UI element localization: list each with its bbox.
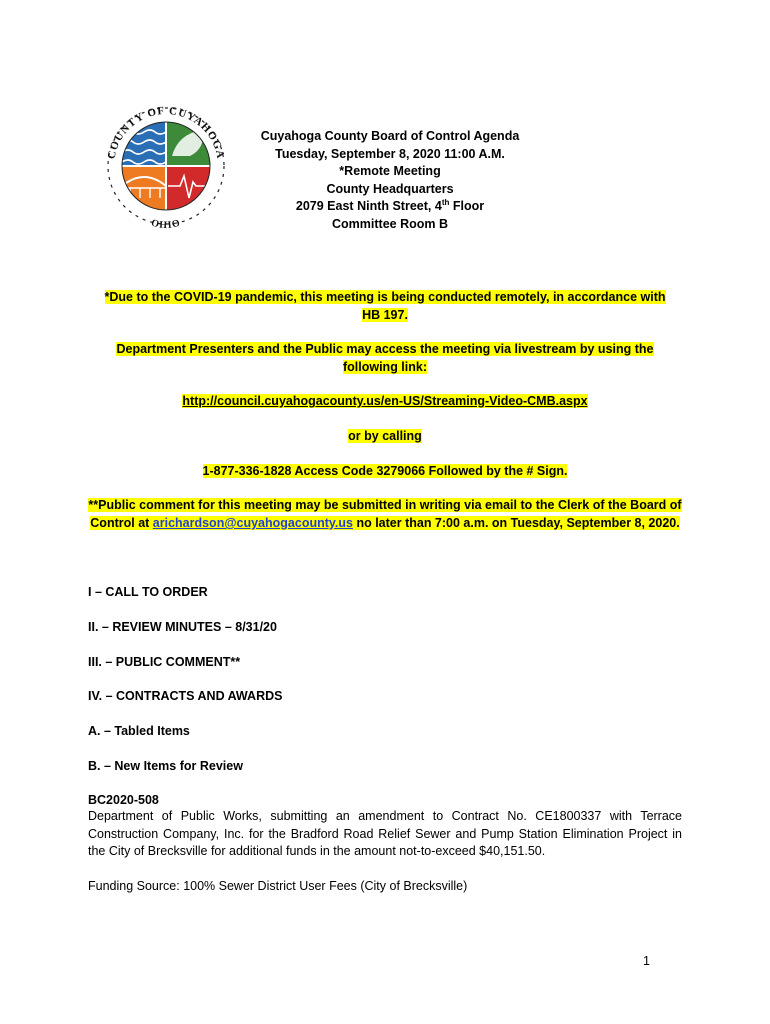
bc-item-description: Department of Public Works, submitting an amendment to Contract No. CE1800337 with Terrace Construction Company, Inc. for the Bradford Road Relief Sewer and Pump Station Elimination Project in the City of Brecksville for additional funds in the amount not-to-exceed $40,151.50. [88,809,682,858]
covid-notice: *Due to the COVID-19 pandemic, this meeting is being conducted remotely, in accordance with HB 197. [104,290,666,322]
agenda-item-public-comment: III. – PUBLIC COMMENT** [88,655,241,669]
funding-source: Funding Source: 100% Sewer District User Fees (City of Brecksville) [88,879,468,893]
meeting-type: *Remote Meeting [339,164,441,178]
page-number: 1 [643,954,650,968]
agenda-item-tabled: A. – Tabled Items [88,724,190,738]
agenda-header [230,128,550,233]
venue-name: County Headquarters [326,181,454,196]
agenda-item-review-minutes: II. – REVIEW MINUTES – 8/31/20 [88,620,277,634]
or-calling-line: or by calling [348,429,422,443]
seal-top-text: COUNTY OF CUYAHOGA [105,104,227,161]
livestream-link-line [80,392,690,410]
agenda-item-new: B. – New Items for Review [88,759,243,773]
seal-heartbeat-quadrant [166,166,210,210]
livestream-notice: Department Presenters and the Public may access the meeting via livestream by using the following link: [116,342,654,374]
clerk-email-link[interactable]: arichardson@cuyahogacounty.us [152,516,353,530]
svg-text:OHIO [150,218,182,232]
livestream-link[interactable]: http://council.cuyahogacounty.us/en-US/Streaming-Video-CMB.aspx [182,394,588,408]
meeting-date: Tuesday, September 8, 2020 11:00 A.M. [275,146,505,161]
phone-line: 1-877-336-1828 Access Code 3279066 Followed by the # Sign. [202,464,568,478]
venue-address: 2079 East Ninth Street, 4th Floor [295,197,485,213]
public-comment-notice: **Public comment for this meeting may be submitted in writing via email to the Clerk of the Board of Control at arichardson@cuyahogacounty.us no later than 7:00 a.m. on Tuesday, September 8, 2020. [88,498,682,530]
board-title: Cuyahoga County Board of Control Agenda [260,129,520,143]
bc-item-number: BC2020-508 [88,793,159,807]
county-seal-logo [100,96,232,232]
agenda-item-call-to-order: I – CALL TO ORDER [88,585,208,599]
seal-bottom-text: OHIO [149,217,183,232]
agenda-item-contracts: IV. – CONTRACTS AND AWARDS [88,689,283,703]
venue-room: Committee Room B [332,216,448,231]
